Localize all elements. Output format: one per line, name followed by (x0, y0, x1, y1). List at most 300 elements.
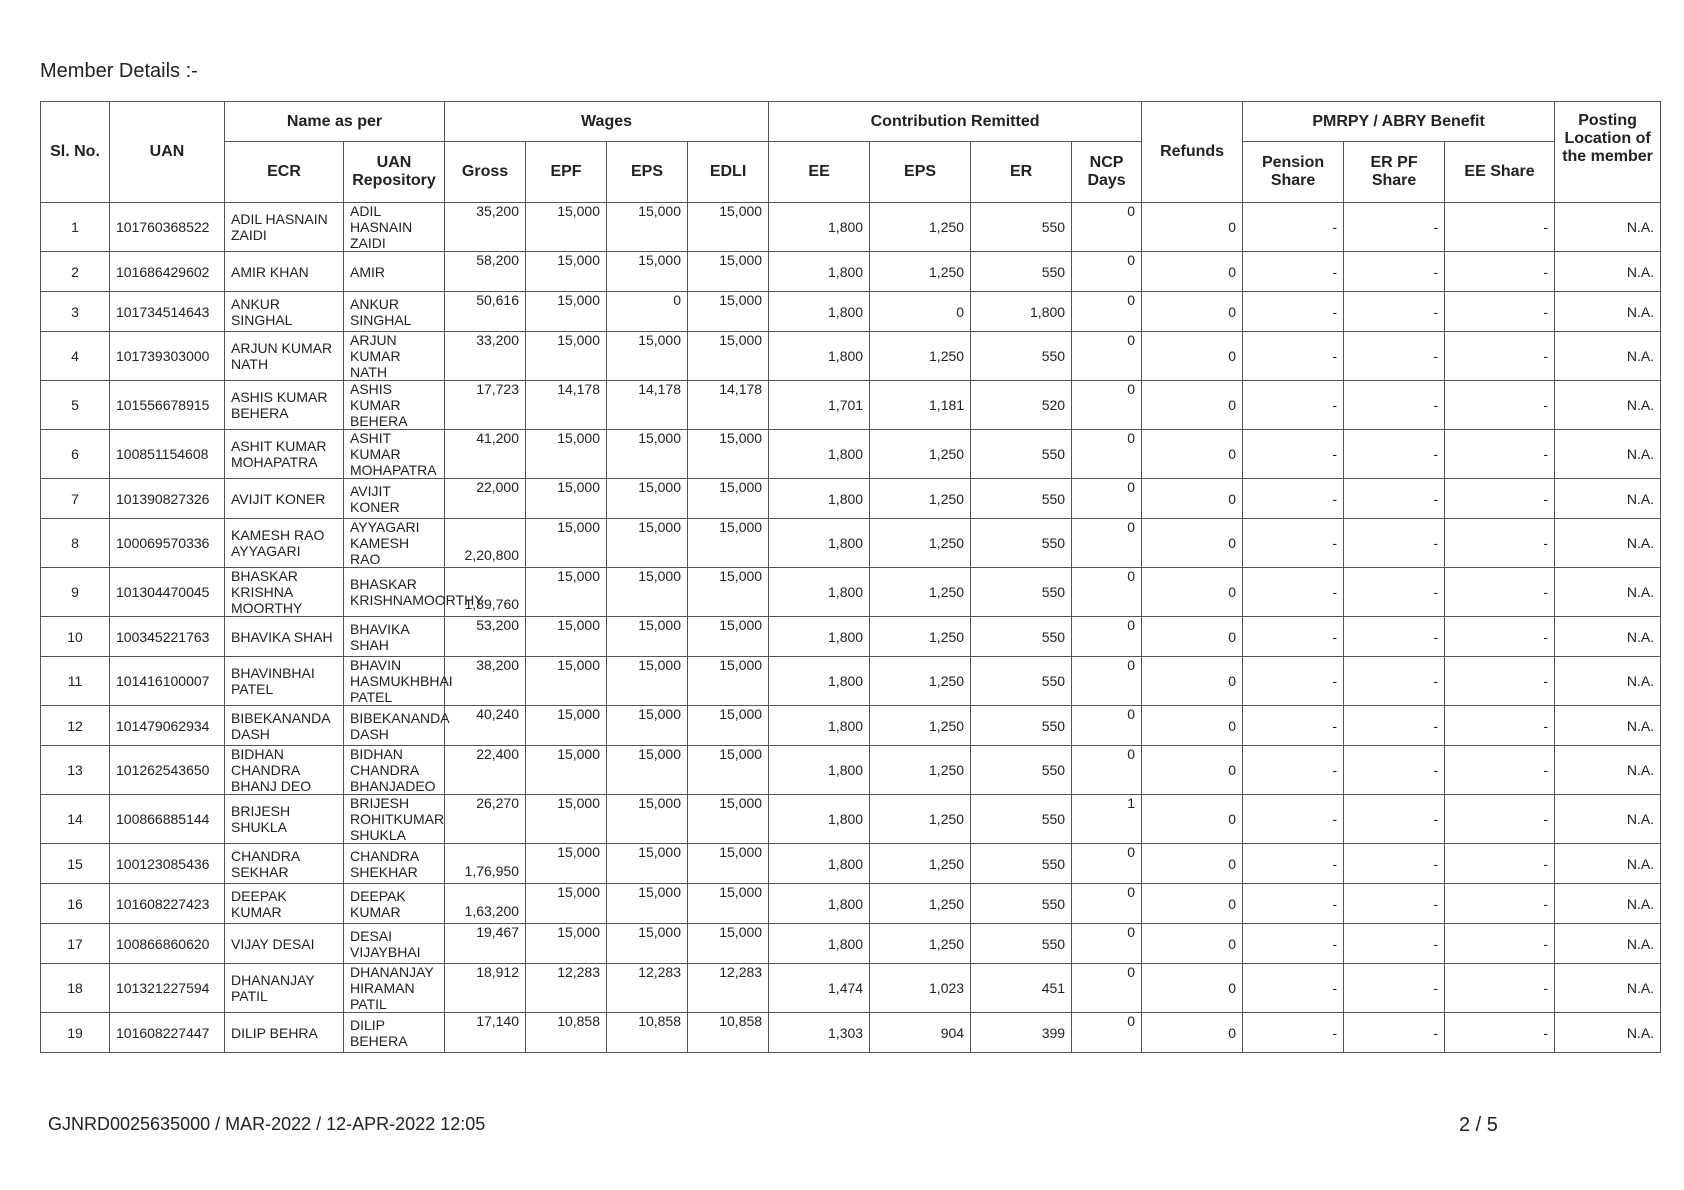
contribution-eps-cell: 1,250 (870, 617, 971, 657)
er-cell: 550 (971, 746, 1072, 795)
posting-location-cell: N.A. (1555, 479, 1661, 519)
ncp-days-cell: 0 (1072, 1013, 1142, 1053)
ee-cell: 1,800 (769, 746, 870, 795)
er-cell: 550 (971, 844, 1072, 884)
header-posting-location: Posting Location of the member (1555, 102, 1661, 203)
uan-cell: 101739303000 (110, 332, 225, 381)
contribution-eps-cell: 1,250 (870, 795, 971, 844)
edli-cell: 15,000 (688, 519, 769, 568)
gross-cell: 53,200 (445, 617, 526, 657)
repository-name-cell: BHASKAR KRISHNAMOORTHY (344, 568, 445, 617)
edli-cell: 10,858 (688, 1013, 769, 1053)
repository-name-cell: BRIJESH ROHITKUMAR SHUKLA (344, 795, 445, 844)
uan-cell: 101734514643 (110, 292, 225, 332)
er-pf-share-cell: - (1344, 884, 1445, 924)
epf-cell: 15,000 (526, 203, 607, 252)
posting-location-cell: N.A. (1555, 430, 1661, 479)
ecr-name-cell: BIDHAN CHANDRA BHANJ DEO (225, 746, 344, 795)
pension-share-cell: - (1243, 252, 1344, 292)
sl-no-cell: 9 (41, 568, 110, 617)
table-header (41, 102, 1661, 203)
ee-share-cell: - (1445, 706, 1555, 746)
repository-name-cell: DESAI VIJAYBHAI (344, 924, 445, 964)
gross-cell: 35,200 (445, 203, 526, 252)
er-cell: 550 (971, 332, 1072, 381)
posting-location-cell: N.A. (1555, 844, 1661, 884)
er-cell: 451 (971, 964, 1072, 1013)
ee-cell: 1,800 (769, 203, 870, 252)
eps-cell: 15,000 (607, 657, 688, 706)
ee-cell: 1,800 (769, 568, 870, 617)
eps-cell: 10,858 (607, 1013, 688, 1053)
repository-name-cell: BIBEKANANDA DASH (344, 706, 445, 746)
epf-cell: 15,000 (526, 332, 607, 381)
er-pf-share-cell: - (1344, 430, 1445, 479)
table-row (41, 292, 1661, 332)
ncp-days-cell: 0 (1072, 203, 1142, 252)
pension-share-cell: - (1243, 479, 1344, 519)
eps-cell: 15,000 (607, 430, 688, 479)
ee-cell: 1,800 (769, 844, 870, 884)
ee-share-cell: - (1445, 479, 1555, 519)
refunds-cell: 0 (1142, 292, 1243, 332)
sl-no-cell: 15 (41, 844, 110, 884)
gross-cell: 18,912 (445, 964, 526, 1013)
ee-share-cell: - (1445, 203, 1555, 252)
eps-cell: 15,000 (607, 203, 688, 252)
eps-cell: 15,000 (607, 746, 688, 795)
epf-cell: 15,000 (526, 884, 607, 924)
eps-cell: 15,000 (607, 617, 688, 657)
table-row (41, 568, 1661, 617)
gross-cell: 2,20,800 (445, 519, 526, 568)
ee-cell: 1,800 (769, 430, 870, 479)
ncp-days-cell: 0 (1072, 884, 1142, 924)
header-ee-share: EE Share (1445, 142, 1555, 203)
ee-share-cell: - (1445, 884, 1555, 924)
uan-cell: 100866885144 (110, 795, 225, 844)
header-edli: EDLI (688, 142, 769, 203)
ncp-days-cell: 0 (1072, 252, 1142, 292)
table-row (41, 252, 1661, 292)
ee-cell: 1,800 (769, 795, 870, 844)
ecr-name-cell: BHAVIKA SHAH (225, 617, 344, 657)
header-contribution-remitted: Contribution Remitted (769, 102, 1142, 142)
posting-location-cell: N.A. (1555, 519, 1661, 568)
ee-share-cell: - (1445, 657, 1555, 706)
er-cell: 550 (971, 924, 1072, 964)
eps-cell: 15,000 (607, 795, 688, 844)
ee-share-cell: - (1445, 568, 1555, 617)
refunds-cell: 0 (1142, 479, 1243, 519)
contribution-eps-cell: 1,250 (870, 203, 971, 252)
sl-no-cell: 1 (41, 203, 110, 252)
contribution-eps-cell: 1,250 (870, 844, 971, 884)
header-uan: UAN (110, 102, 225, 203)
header-pmrpy-abry-benefit: PMRPY / ABRY Benefit (1243, 102, 1555, 142)
ecr-name-cell: DILIP BEHRA (225, 1013, 344, 1053)
table-row (41, 924, 1661, 964)
gross-cell: 22,400 (445, 746, 526, 795)
table-row (41, 430, 1661, 479)
posting-location-cell: N.A. (1555, 381, 1661, 430)
table-row (41, 1013, 1661, 1053)
ee-share-cell: - (1445, 430, 1555, 479)
ecr-name-cell: CHANDRA SEKHAR (225, 844, 344, 884)
contribution-eps-cell: 1,250 (870, 884, 971, 924)
table-row (41, 332, 1661, 381)
pension-share-cell: - (1243, 568, 1344, 617)
posting-location-cell: N.A. (1555, 746, 1661, 795)
edli-cell: 15,000 (688, 292, 769, 332)
refunds-cell: 0 (1142, 964, 1243, 1013)
ncp-days-cell: 1 (1072, 795, 1142, 844)
edli-cell: 15,000 (688, 746, 769, 795)
member-details-table (40, 101, 1661, 1053)
epf-cell: 15,000 (526, 252, 607, 292)
gross-cell: 41,200 (445, 430, 526, 479)
pension-share-cell: - (1243, 381, 1344, 430)
er-cell: 550 (971, 430, 1072, 479)
er-pf-share-cell: - (1344, 252, 1445, 292)
sl-no-cell: 4 (41, 332, 110, 381)
table-row (41, 844, 1661, 884)
edli-cell: 15,000 (688, 884, 769, 924)
table-row (41, 381, 1661, 430)
header-er: ER (971, 142, 1072, 203)
eps-cell: 15,000 (607, 884, 688, 924)
ee-share-cell: - (1445, 746, 1555, 795)
gross-cell: 1,76,950 (445, 844, 526, 884)
contribution-eps-cell: 1,250 (870, 479, 971, 519)
table-body (41, 203, 1661, 1053)
uan-cell: 101686429602 (110, 252, 225, 292)
pension-share-cell: - (1243, 430, 1344, 479)
ecr-name-cell: AVIJIT KONER (225, 479, 344, 519)
er-cell: 1,800 (971, 292, 1072, 332)
ecr-name-cell: BHAVINBHAI PATEL (225, 657, 344, 706)
ee-cell: 1,800 (769, 884, 870, 924)
er-cell: 550 (971, 519, 1072, 568)
ncp-days-cell: 0 (1072, 844, 1142, 884)
sl-no-cell: 8 (41, 519, 110, 568)
er-pf-share-cell: - (1344, 479, 1445, 519)
ee-share-cell: - (1445, 964, 1555, 1013)
repository-name-cell: ARJUN KUMAR NATH (344, 332, 445, 381)
uan-cell: 100866860620 (110, 924, 225, 964)
contribution-eps-cell: 1,250 (870, 252, 971, 292)
sl-no-cell: 5 (41, 381, 110, 430)
contribution-eps-cell: 1,250 (870, 568, 971, 617)
eps-cell: 14,178 (607, 381, 688, 430)
header-name-as-per: Name as per (225, 102, 445, 142)
sl-no-cell: 11 (41, 657, 110, 706)
posting-location-cell: N.A. (1555, 884, 1661, 924)
repository-name-cell: DHANANJAY HIRAMAN PATIL (344, 964, 445, 1013)
edli-cell: 15,000 (688, 332, 769, 381)
posting-location-cell: N.A. (1555, 657, 1661, 706)
pension-share-cell: - (1243, 844, 1344, 884)
ee-share-cell: - (1445, 519, 1555, 568)
sl-no-cell: 7 (41, 479, 110, 519)
sl-no-cell: 2 (41, 252, 110, 292)
contribution-eps-cell: 1,181 (870, 381, 971, 430)
ecr-name-cell: ADIL HASNAIN ZAIDI (225, 203, 344, 252)
contribution-eps-cell: 1,250 (870, 332, 971, 381)
uan-cell: 101304470045 (110, 568, 225, 617)
repository-name-cell: AVIJIT KONER (344, 479, 445, 519)
posting-location-cell: N.A. (1555, 292, 1661, 332)
posting-location-cell: N.A. (1555, 568, 1661, 617)
er-pf-share-cell: - (1344, 924, 1445, 964)
ee-cell: 1,474 (769, 964, 870, 1013)
er-pf-share-cell: - (1344, 706, 1445, 746)
refunds-cell: 0 (1142, 430, 1243, 479)
er-pf-share-cell: - (1344, 964, 1445, 1013)
er-pf-share-cell: - (1344, 746, 1445, 795)
er-pf-share-cell: - (1344, 1013, 1445, 1053)
edli-cell: 15,000 (688, 795, 769, 844)
ee-cell: 1,800 (769, 617, 870, 657)
gross-cell: 17,140 (445, 1013, 526, 1053)
epf-cell: 15,000 (526, 657, 607, 706)
refunds-cell: 0 (1142, 1013, 1243, 1053)
edli-cell: 15,000 (688, 203, 769, 252)
gross-cell: 40,240 (445, 706, 526, 746)
ee-cell: 1,800 (769, 924, 870, 964)
refunds-cell: 0 (1142, 795, 1243, 844)
ee-share-cell: - (1445, 381, 1555, 430)
ee-cell: 1,800 (769, 519, 870, 568)
ncp-days-cell: 0 (1072, 332, 1142, 381)
ecr-name-cell: ASHIT KUMAR MOHAPATRA (225, 430, 344, 479)
header-epf: EPF (526, 142, 607, 203)
ncp-days-cell: 0 (1072, 746, 1142, 795)
posting-location-cell: N.A. (1555, 617, 1661, 657)
pension-share-cell: - (1243, 884, 1344, 924)
ee-share-cell: - (1445, 617, 1555, 657)
epf-cell: 12,283 (526, 964, 607, 1013)
er-cell: 550 (971, 657, 1072, 706)
uan-cell: 101760368522 (110, 203, 225, 252)
sl-no-cell: 18 (41, 964, 110, 1013)
epf-cell: 15,000 (526, 706, 607, 746)
contribution-eps-cell: 904 (870, 1013, 971, 1053)
table-row (41, 964, 1661, 1013)
table-row (41, 746, 1661, 795)
uan-cell: 100069570336 (110, 519, 225, 568)
gross-cell: 50,616 (445, 292, 526, 332)
ecr-name-cell: KAMESH RAO AYYAGARI (225, 519, 344, 568)
er-pf-share-cell: - (1344, 657, 1445, 706)
uan-cell: 101556678915 (110, 381, 225, 430)
er-cell: 399 (971, 1013, 1072, 1053)
posting-location-cell: N.A. (1555, 795, 1661, 844)
eps-cell: 15,000 (607, 519, 688, 568)
ee-cell: 1,701 (769, 381, 870, 430)
repository-name-cell: AYYAGARI KAMESH RAO (344, 519, 445, 568)
pension-share-cell: - (1243, 924, 1344, 964)
pension-share-cell: - (1243, 964, 1344, 1013)
header-sl-no: Sl. No. (41, 102, 110, 203)
pension-share-cell: - (1243, 795, 1344, 844)
gross-cell: 26,270 (445, 795, 526, 844)
uan-cell: 101416100007 (110, 657, 225, 706)
repository-name-cell: DILIP BEHERA (344, 1013, 445, 1053)
ee-cell: 1,303 (769, 1013, 870, 1053)
repository-name-cell: ASHIS KUMAR BEHERA (344, 381, 445, 430)
refunds-cell: 0 (1142, 706, 1243, 746)
header-wages: Wages (445, 102, 769, 142)
uan-cell: 101321227594 (110, 964, 225, 1013)
epf-cell: 15,000 (526, 795, 607, 844)
pension-share-cell: - (1243, 706, 1344, 746)
er-pf-share-cell: - (1344, 203, 1445, 252)
edli-cell: 15,000 (688, 617, 769, 657)
ncp-days-cell: 0 (1072, 568, 1142, 617)
edli-cell: 12,283 (688, 964, 769, 1013)
posting-location-cell: N.A. (1555, 1013, 1661, 1053)
epf-cell: 15,000 (526, 746, 607, 795)
pension-share-cell: - (1243, 332, 1344, 381)
uan-cell: 100851154608 (110, 430, 225, 479)
table-row (41, 203, 1661, 252)
ncp-days-cell: 0 (1072, 657, 1142, 706)
refunds-cell: 0 (1142, 203, 1243, 252)
uan-cell: 101390827326 (110, 479, 225, 519)
ecr-name-cell: ANKUR SINGHAL (225, 292, 344, 332)
gross-cell: 33,200 (445, 332, 526, 381)
eps-cell: 15,000 (607, 332, 688, 381)
ncp-days-cell: 0 (1072, 430, 1142, 479)
uan-cell: 101608227423 (110, 884, 225, 924)
edli-cell: 15,000 (688, 430, 769, 479)
ecr-name-cell: BRIJESH SHUKLA (225, 795, 344, 844)
posting-location-cell: N.A. (1555, 706, 1661, 746)
ee-cell: 1,800 (769, 706, 870, 746)
uan-cell: 100123085436 (110, 844, 225, 884)
refunds-cell: 0 (1142, 746, 1243, 795)
ecr-name-cell: ARJUN KUMAR NATH (225, 332, 344, 381)
ee-cell: 1,800 (769, 332, 870, 381)
ee-share-cell: - (1445, 1013, 1555, 1053)
epf-cell: 15,000 (526, 292, 607, 332)
sl-no-cell: 17 (41, 924, 110, 964)
eps-cell: 15,000 (607, 706, 688, 746)
sl-no-cell: 12 (41, 706, 110, 746)
eps-cell: 15,000 (607, 568, 688, 617)
table-row (41, 617, 1661, 657)
refunds-cell: 0 (1142, 844, 1243, 884)
sl-no-cell: 19 (41, 1013, 110, 1053)
ee-cell: 1,800 (769, 479, 870, 519)
pension-share-cell: - (1243, 203, 1344, 252)
eps-cell: 15,000 (607, 924, 688, 964)
eps-cell: 0 (607, 292, 688, 332)
epf-cell: 15,000 (526, 519, 607, 568)
ee-cell: 1,800 (769, 292, 870, 332)
gross-cell: 38,200 (445, 657, 526, 706)
eps-cell: 15,000 (607, 252, 688, 292)
uan-cell: 101608227447 (110, 1013, 225, 1053)
gross-cell: 22,000 (445, 479, 526, 519)
ecr-name-cell: DEEPAK KUMAR (225, 884, 344, 924)
refunds-cell: 0 (1142, 568, 1243, 617)
repository-name-cell: CHANDRA SHEKHAR (344, 844, 445, 884)
pension-share-cell: - (1243, 657, 1344, 706)
table-row (41, 479, 1661, 519)
edli-cell: 15,000 (688, 252, 769, 292)
header-uan-repository: UAN Repository (344, 142, 445, 203)
header-eps: EPS (607, 142, 688, 203)
contribution-eps-cell: 1,250 (870, 746, 971, 795)
posting-location-cell: N.A. (1555, 252, 1661, 292)
refunds-cell: 0 (1142, 332, 1243, 381)
contribution-eps-cell: 1,250 (870, 924, 971, 964)
page-title: Member Details :- (40, 60, 198, 82)
table-row (41, 884, 1661, 924)
er-cell: 550 (971, 706, 1072, 746)
er-cell: 520 (971, 381, 1072, 430)
er-cell: 550 (971, 479, 1072, 519)
contribution-eps-cell: 1,250 (870, 519, 971, 568)
ncp-days-cell: 0 (1072, 924, 1142, 964)
sl-no-cell: 13 (41, 746, 110, 795)
contribution-eps-cell: 1,250 (870, 430, 971, 479)
sl-no-cell: 10 (41, 617, 110, 657)
repository-name-cell: BHAVIN HASMUKHBHAI PATEL (344, 657, 445, 706)
eps-cell: 15,000 (607, 844, 688, 884)
repository-name-cell: BHAVIKA SHAH (344, 617, 445, 657)
ee-share-cell: - (1445, 795, 1555, 844)
er-pf-share-cell: - (1344, 795, 1445, 844)
er-pf-share-cell: - (1344, 381, 1445, 430)
header-ecr: ECR (225, 142, 344, 203)
contribution-eps-cell: 1,250 (870, 657, 971, 706)
ecr-name-cell: VIJAY DESAI (225, 924, 344, 964)
sl-no-cell: 16 (41, 884, 110, 924)
repository-name-cell: AMIR (344, 252, 445, 292)
contribution-eps-cell: 0 (870, 292, 971, 332)
ee-share-cell: - (1445, 332, 1555, 381)
er-pf-share-cell: - (1344, 617, 1445, 657)
repository-name-cell: ADIL HASNAIN ZAIDI (344, 203, 445, 252)
sl-no-cell: 14 (41, 795, 110, 844)
ee-cell: 1,800 (769, 252, 870, 292)
er-cell: 550 (971, 617, 1072, 657)
table-row (41, 795, 1661, 844)
edli-cell: 15,000 (688, 844, 769, 884)
repository-name-cell: ANKUR SINGHAL (344, 292, 445, 332)
ecr-name-cell: BIBEKANANDA DASH (225, 706, 344, 746)
uan-cell: 101479062934 (110, 706, 225, 746)
epf-cell: 15,000 (526, 924, 607, 964)
edli-cell: 14,178 (688, 381, 769, 430)
refunds-cell: 0 (1142, 252, 1243, 292)
header-er-pf-share: ER PF Share (1344, 142, 1445, 203)
pension-share-cell: - (1243, 617, 1344, 657)
table-row (41, 519, 1661, 568)
epf-cell: 15,000 (526, 844, 607, 884)
ncp-days-cell: 0 (1072, 519, 1142, 568)
gross-cell: 1,89,760 (445, 568, 526, 617)
refunds-cell: 0 (1142, 884, 1243, 924)
header-gross: Gross (445, 142, 526, 203)
ecr-name-cell: AMIR KHAN (225, 252, 344, 292)
refunds-cell: 0 (1142, 924, 1243, 964)
epf-cell: 15,000 (526, 568, 607, 617)
refunds-cell: 0 (1142, 519, 1243, 568)
